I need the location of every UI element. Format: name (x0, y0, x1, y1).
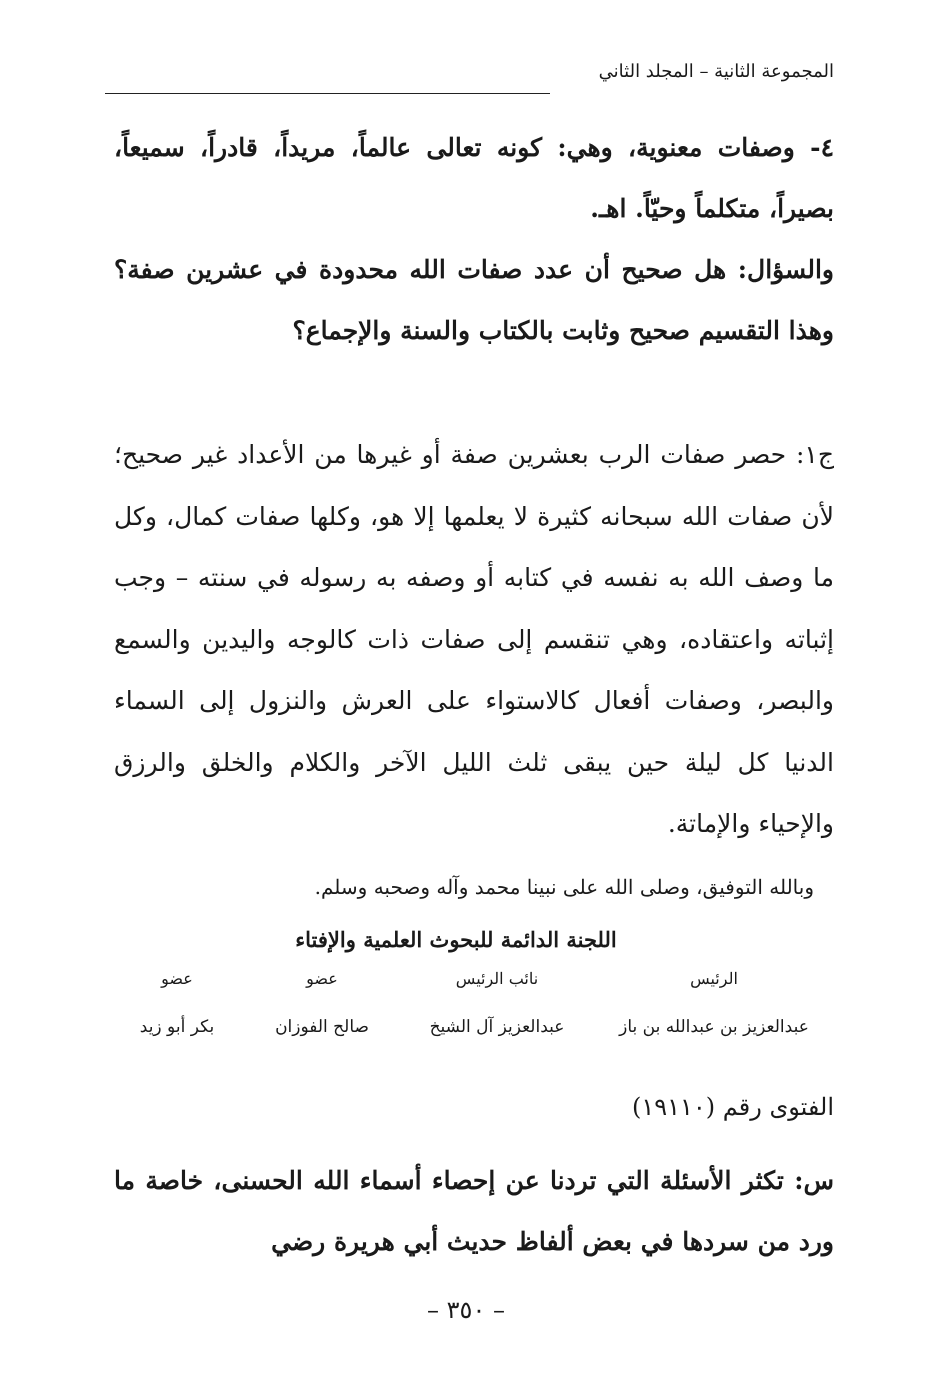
signature-role: نائب الرئيس (455, 969, 539, 988)
answer-paragraph: ج١: حصر صفات الرب بعشرين صفة أو غيرها من الأعداد غير صحيح؛ لأن صفات الله سبحانه كثيرة لا يعلمها إلا هو، وكلها صفات كمال، وكل ما وصف الله به نفسه في كتابه أو وصفه به رسوله في سنته – وجب إثباته واعتقاده، وهي تنقسم إلى صفات ذات كالوجه واليدين والسمع والبصر، وصفات أفعال كالاستواء على العرش والنزول إلى السماء الدنيا كل ليلة حين يبقى ثلث الليل الآخر والكلام والخلق والرزق والإحياء والإماتة. (114, 440, 834, 838)
signature-name: عبدالعزيز آل الشيخ (429, 1017, 565, 1037)
signature-role: عضو (161, 969, 193, 988)
signature-role: عضو (306, 969, 338, 988)
closing-line: وبالله التوفيق، وصلى الله على نبينا محمد وآله وصحبه وسلم. (314, 875, 814, 899)
signature-name: صالح الفوزان (275, 1017, 369, 1037)
page-number: – ٣٥٠ – (427, 1296, 505, 1324)
next-question-paragraph: س: تكثر الأسئلة التي تردنا عن إحصاء أسماء الله الحسنى، خاصة ما ورد من سردها في بعض ألفاظ حديث أبي هريرة رضي (114, 1166, 834, 1256)
signature-name: بكر أبو زيد (139, 1017, 215, 1037)
question-paragraph: والسؤال: هل صحيح أن عدد صفات الله محدودة في عشرين صفة؟ وهذا التقسيم صحيح وثابت بالكتاب والسنة والإجماع؟ (114, 255, 834, 345)
running-header: المجموعة الثانية – المجلد الثاني (598, 61, 834, 82)
signature-role: الرئيس (690, 969, 738, 988)
signature-name: عبدالعزيز بن عبدالله بن باز (619, 1017, 809, 1037)
header-rule (105, 93, 550, 94)
fatwa-number: الفتوى رقم (١٩١١٠) (631, 1093, 834, 1121)
signature-president (594, 962, 834, 1044)
signature-member (247, 962, 397, 1044)
signature-vice-president (402, 962, 592, 1044)
item-4-paragraph: ٤- وصفات معنوية، وهي: كونه تعالى عالماً، مريداً، قادراً، سميعاً، بصيراً، متكلماً وحيّاً. اهـ. (114, 133, 834, 223)
committee-title: اللجنة الدائمة للبحوث العلمية والإفتاء (295, 927, 617, 952)
signature-member (112, 962, 242, 1044)
